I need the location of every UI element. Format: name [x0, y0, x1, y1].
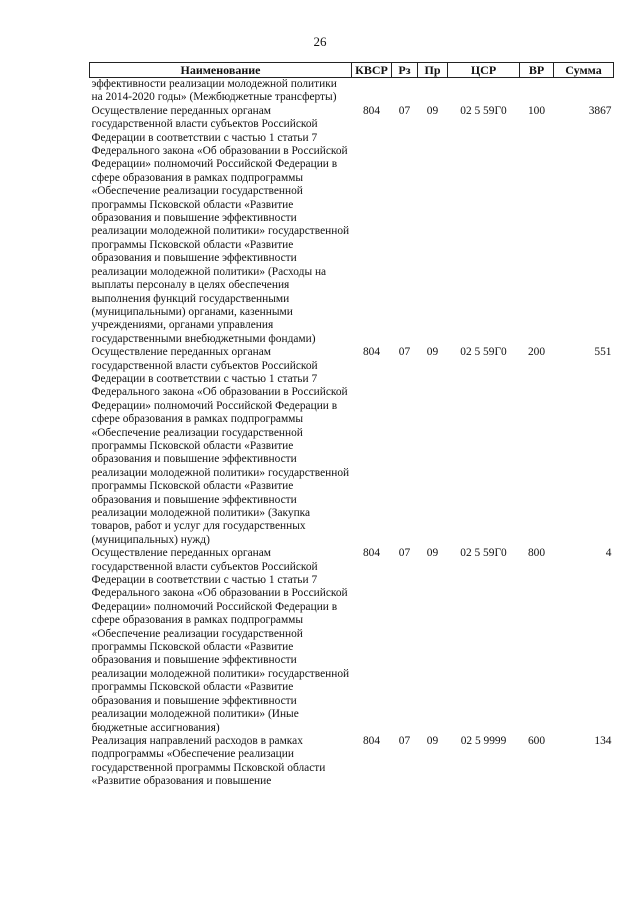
row-kvsr: 804	[362, 547, 381, 560]
row-rz: 07	[398, 104, 411, 117]
row-rz: 07	[398, 547, 411, 560]
row-vr: 200	[527, 346, 546, 359]
row-pr: 09	[426, 734, 439, 747]
header-name: Наименование	[90, 63, 352, 78]
table-row	[90, 547, 614, 735]
row-csr: 02 5 9999	[460, 734, 507, 747]
header-kvsr: КВСР	[352, 63, 392, 78]
table-row	[90, 735, 614, 789]
row-sum: 134	[594, 734, 612, 747]
header-sum: Сумма	[554, 63, 614, 78]
header-rz: Рз	[392, 63, 418, 78]
page-number: 26	[313, 34, 327, 49]
table-row	[90, 346, 614, 547]
row-kvsr: 804	[362, 104, 381, 117]
row-sum: 551	[594, 346, 612, 359]
header-csr: ЦСР	[448, 63, 520, 78]
row-name: Реализация направлений расходов в рамках подпрограммы «Обеспечение реализации государственной программы Псковской области «Развитие образования и повышение	[91, 734, 326, 788]
row-rz: 07	[398, 734, 411, 747]
continuation-text: эффективности реализации молодежной политики на 2014-2020 годы» (Межбюджетные трансферты)	[91, 78, 337, 104]
row-name: Осуществление переданных органам государственной власти субъектов Российской Федерации в соответствии с частью 1 статьи 7 Федерального закона «Об образовании в Российской Федерации» полномочий Российской Федерации в сфере образования в рамках подпрограммы «Обеспечение реализации государственной программы Псковской области «Развитие образования и повышение эффективности реализации молодежной политики» государственной программы Псковской области «Развитие образования и повышение эффективности реализации молодежной политики» (Расходы на выплаты персоналу в целях обеспечения выполнения функций государственными (муниципальными) органами, казенными учреждениями, органами управления государственными внебюджетными фондами)	[91, 104, 350, 345]
table-row	[90, 105, 614, 346]
header-vr: ВР	[520, 63, 554, 78]
header-pr: Пр	[418, 63, 448, 78]
row-csr: 02 5 59Г0	[460, 346, 507, 359]
row-rz: 07	[398, 346, 411, 359]
row-vr: 100	[527, 104, 546, 117]
row-kvsr: 804	[362, 734, 381, 747]
row-pr: 09	[426, 547, 439, 560]
row-kvsr: 804	[362, 346, 381, 359]
row-vr: 600	[527, 734, 546, 747]
row-csr: 02 5 59Г0	[460, 547, 507, 560]
row-name: Осуществление переданных органам государственной власти субъектов Российской Федерации в соответствии с частью 1 статьи 7 Федерального закона «Об образовании в Российской Федерации» полномочий Российской Федерации в сфере образования в рамках подпрограммы «Обеспечение реализации государственной программы Псковской области «Развитие образования и повышение эффективности реализации молодежной политики» государственной программы Псковской области «Развитие образования и повышение эффективности реализации молодежной политики» (Закупка товаров, работ и услуг для государственных (муниципальных) нужд)	[91, 346, 350, 546]
budget-table	[89, 62, 614, 789]
row-sum: 3867	[588, 104, 612, 117]
row-pr: 09	[426, 104, 439, 117]
row-name: Осуществление переданных органам государственной власти субъектов Российской Федерации в соответствии с частью 1 статьи 7 Федерального закона «Об образовании в Российской Федерации» полномочий Российской Федерации в сфере образования в рамках подпрограммы «Обеспечение реализации государственной программы Псковской области «Развитие образования и повышение эффективности реализации молодежной политики» государственной программы Псковской области «Развитие образования и повышение эффективности реализации молодежной политики» (Иные бюджетные ассигнования)	[91, 547, 350, 734]
row-pr: 09	[426, 346, 439, 359]
table-header-row	[90, 63, 614, 78]
row-csr: 02 5 59Г0	[460, 104, 507, 117]
table-row-continuation	[90, 78, 614, 105]
row-sum: 4	[605, 547, 612, 560]
row-vr: 800	[527, 547, 546, 560]
